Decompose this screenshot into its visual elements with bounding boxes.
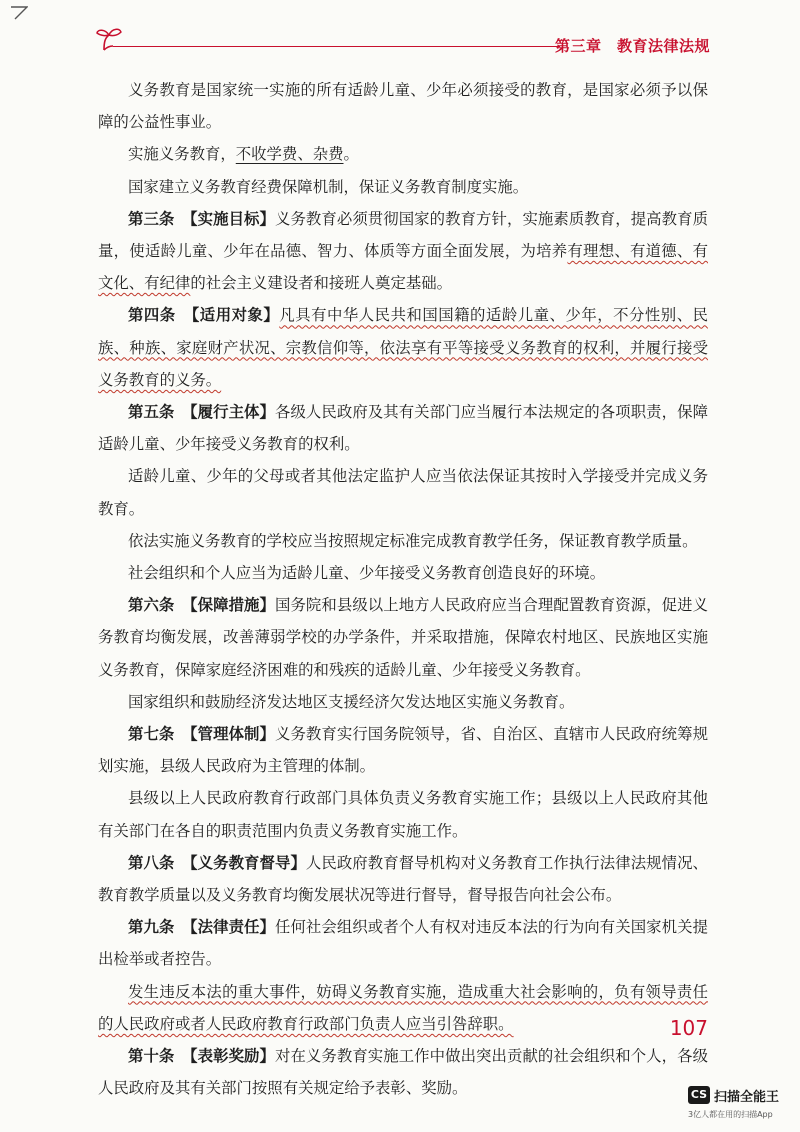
text-run: 。	[343, 145, 359, 164]
paragraph	[98, 847, 708, 911]
watermark-brand: 扫描全能王	[714, 1090, 780, 1105]
text-run: 社会组织和个人应当为适龄儿童、少年接受义务教育创造良好的环境。	[128, 564, 606, 583]
wavy-underlined-text: 有理想、有道德、有文化、有纪律	[98, 242, 708, 293]
text-run	[174, 918, 189, 936]
article-number: 第七条	[128, 725, 175, 744]
page-corner-icon	[10, 6, 28, 20]
text-run	[176, 306, 192, 324]
paragraph	[98, 911, 708, 975]
text-run	[174, 596, 189, 614]
article-heading: 【履行主体】	[189, 403, 275, 422]
text-run: 义务教育是国家统一实施的所有适龄儿童、少年必须接受的教育，是国家必须予以保障的公益性事业。	[98, 81, 708, 132]
paragraph	[98, 557, 708, 589]
text-run: 实施义务教育，	[128, 145, 236, 164]
text-run: 依法实施义务教育的学校应当按照规定标准完成教育教学任务，保证教育教学质量。	[128, 531, 698, 550]
text-run: 义务教育必须贯彻国家的教育方针，实施素质教育，提高教育质量，使适龄儿童、少年在品德、智力、体质等方面全面发展，为培养	[98, 209, 708, 261]
paragraph	[98, 396, 708, 460]
paragraph	[98, 1040, 708, 1104]
article-heading: 【保障措施】	[189, 596, 275, 615]
wavy-underlined-text: 凡具有中华人民共和国国籍的适龄儿童、少年，不分性别、民族、种族、家庭财产状况、宗教信仰等，依法享有平等接受义务教育的权利，并履行接受义务教育的义务。	[98, 306, 708, 389]
paragraph	[98, 782, 708, 846]
text-run: 县级以上人民政府教育行政部门具体负责义务教育实施工作；县级以上人民政府其他有关部门在各自的职责范围内负责义务教育实施工作。	[98, 789, 708, 840]
paragraph	[98, 460, 708, 524]
text-run: 国务院和县级以上地方人民政府应当合理配置教育资源，促进义务教育均衡发展，改善薄弱学校的办学条件，并采取措施，保障农村地区、民族地区实施义务教育，保障家庭经济困难的和残疾的适龄儿童、少年接受义务教育。	[98, 596, 708, 679]
paragraph	[98, 718, 708, 782]
text-run: 各级人民政府及其有关部门应当履行本法规定的各项职责，保障适龄儿童、少年接受义务教育的权利。	[98, 403, 708, 454]
text-run: 适龄儿童、少年的父母或者其他法定监护人应当依法保证其按时入学接受并完成义务教育。	[98, 467, 708, 518]
paragraph	[98, 525, 708, 557]
paragraph	[98, 589, 708, 686]
paragraph	[98, 299, 708, 396]
sprout-icon	[92, 26, 126, 52]
text-run	[174, 1047, 189, 1065]
text-run: 国家建立义务教育经费保障机制，保证义务教育制度实施。	[128, 177, 529, 196]
article-body	[98, 74, 708, 1105]
text-run: 义务教育实行国务院领导，省、自治区、直辖市人民政府统筹规划实施，县级人民政府为主管理的体制。	[98, 725, 708, 776]
article-number: 第十条	[128, 1047, 175, 1066]
camscanner-logo: CS	[688, 1086, 710, 1104]
wavy-underlined-text: 发生违反本法的重大事件，妨碍义务教育实施，造成重大社会影响的，负有领导责任的人民政府或者人民政府教育行政部门负责人应当引咎辞职。	[98, 982, 708, 1033]
article-number: 第五条	[128, 403, 175, 422]
text-run: 任何社会组织或者个人有权对违反本法的行为向有关国家机关提出检举或者控告。	[98, 918, 708, 969]
paragraph	[98, 171, 708, 203]
article-number: 第六条	[128, 596, 175, 615]
paragraph	[98, 74, 708, 138]
article-heading: 【表彰奖励】	[189, 1047, 275, 1066]
article-heading: 【管理体制】	[189, 725, 275, 744]
article-number: 第四条	[128, 306, 176, 325]
article-number: 第三条	[128, 209, 175, 228]
scanner-watermark	[688, 1086, 792, 1126]
paragraph	[98, 976, 708, 1040]
article-heading: 【法律责任】	[189, 918, 275, 937]
header-rule	[113, 46, 560, 47]
article-heading: 【适用对象】	[191, 306, 280, 325]
watermark-tagline: 3亿人都在用的扫描App	[688, 1110, 773, 1119]
paragraph	[98, 203, 708, 300]
paragraph	[98, 686, 708, 718]
text-run	[174, 210, 189, 228]
article-heading: 【义务教育督导】	[189, 853, 306, 872]
underlined-text: 不收学费、杂费	[235, 145, 344, 164]
text-run: 对在义务教育实施工作中做出突出贡献的社会组织和个人，各级人民政府及其有关部门按照有关规定给予表彰、奖励。	[98, 1047, 708, 1098]
article-number: 第八条	[128, 853, 175, 872]
text-run	[174, 854, 189, 872]
text-run: 的社会主义建设者和接班人奠定基础。	[190, 274, 453, 293]
text-run: 人民政府教育督导机构对义务教育工作执行法律法规情况、教育教学质量以及义务教育均衡发展状况等进行督导，督导报告向社会公布。	[98, 853, 708, 905]
text-run: 国家组织和鼓励经济发达地区支援经济欠发达地区实施义务教育。	[128, 692, 575, 711]
text-run	[174, 725, 189, 743]
article-number: 第九条	[128, 918, 175, 937]
page-number: 107	[669, 1016, 708, 1040]
article-heading: 【实施目标】	[189, 209, 275, 228]
text-run	[174, 403, 189, 421]
chapter-title: 第三章 教育法律法规	[554, 37, 710, 55]
paragraph	[98, 138, 708, 170]
